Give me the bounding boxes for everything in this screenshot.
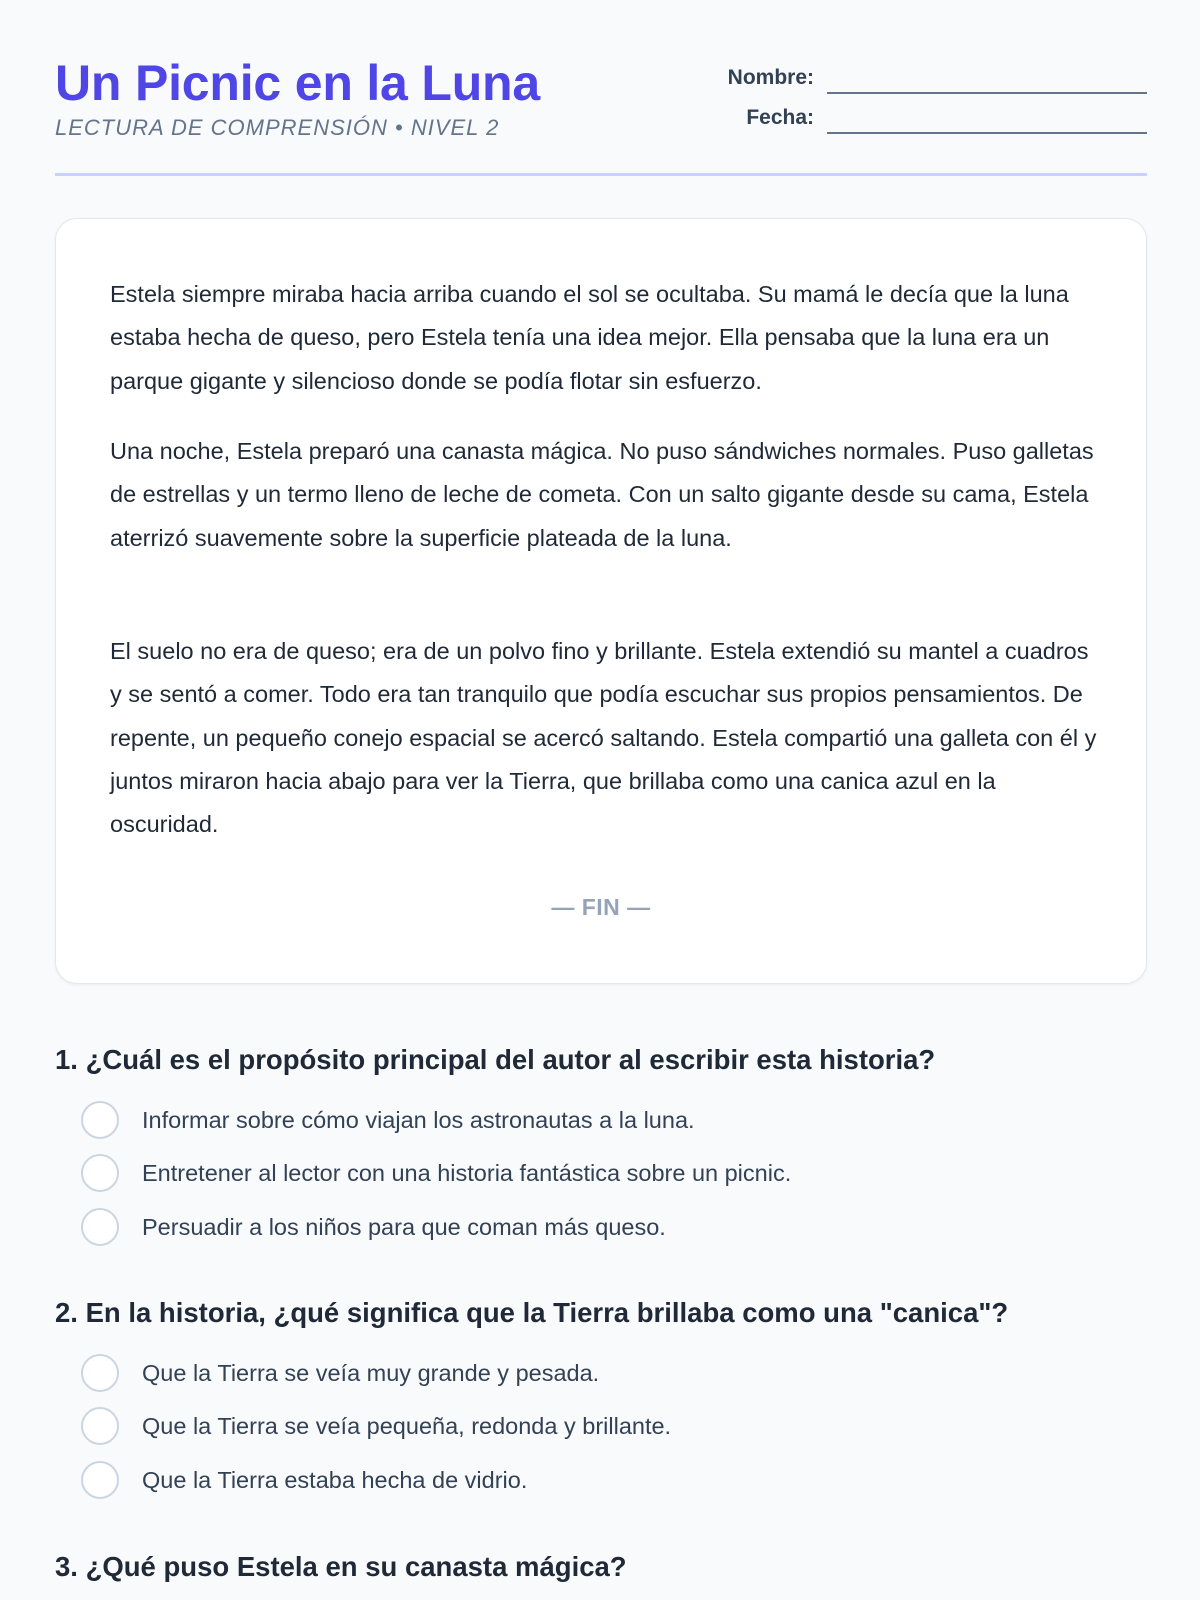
answer-option[interactable] bbox=[55, 1453, 1147, 1507]
answer-option[interactable] bbox=[55, 1346, 1147, 1400]
answer-label: Entretener al lector con una historia fantástica sobre un picnic. bbox=[142, 1160, 792, 1187]
question-text: 3. ¿Qué puso Estela en su canasta mágica? bbox=[55, 1551, 627, 1582]
question-3 bbox=[55, 1547, 1147, 1587]
question-1 bbox=[55, 1040, 1147, 1254]
story-paragraph: El suelo no era de queso; era de un polvo fino y brillante. Estela extendió su mantel a cuadros y se sentó a comer. Todo era tan tranquilo que podía escuchar sus propios pensamientos. De repente, un pequeño conejo espacial se acercó saltando. Estela compartió una galleta con él y juntos miraron hacia abajo para ver la Tierra, que brillaba como una canica azul en la oscuridad. bbox=[110, 638, 1097, 838]
answer-label: Persuadir a los niños para que coman más queso. bbox=[142, 1213, 666, 1240]
radio-button[interactable] bbox=[81, 1354, 119, 1392]
story-end-marker: — FIN — bbox=[551, 894, 651, 920]
question-2 bbox=[55, 1293, 1147, 1507]
answer-label: Que la Tierra se veía pequeña, redonda y brillante. bbox=[142, 1413, 672, 1440]
radio-button[interactable] bbox=[81, 1407, 119, 1445]
answer-option[interactable] bbox=[55, 1200, 1147, 1254]
answer-label: Informar sobre cómo viajan los astronautas a la luna. bbox=[142, 1106, 695, 1133]
page-title: Un Picnic en la Luna bbox=[55, 55, 540, 111]
radio-button[interactable] bbox=[81, 1101, 119, 1139]
date-field[interactable] bbox=[827, 102, 1147, 134]
name-field[interactable] bbox=[827, 62, 1147, 94]
question-text: 1. ¿Cuál es el propósito principal del autor al escribir esta historia? bbox=[55, 1044, 936, 1075]
name-label: Nombre: bbox=[727, 66, 814, 89]
story-card bbox=[55, 218, 1147, 984]
worksheet-header bbox=[55, 0, 1147, 176]
story-paragraph: Estela siempre miraba hacia arriba cuando el sol se ocultaba. Su mamá le decía que la luna estaba hecha de queso, pero Estela tenía una idea mejor. Ella pensaba que la luna era un parque gigante y silencioso donde se podía flotar sin esfuerzo. bbox=[110, 281, 1069, 394]
date-label: Fecha: bbox=[746, 106, 814, 129]
answer-label: Que la Tierra estaba hecha de vidrio. bbox=[142, 1466, 528, 1493]
answer-option[interactable] bbox=[55, 1400, 1147, 1454]
radio-button[interactable] bbox=[81, 1461, 119, 1499]
name-row bbox=[728, 62, 1147, 94]
radio-button[interactable] bbox=[81, 1208, 119, 1246]
answer-option[interactable] bbox=[55, 1147, 1147, 1201]
date-row bbox=[746, 102, 1147, 134]
radio-button[interactable] bbox=[81, 1154, 119, 1192]
answer-option[interactable] bbox=[55, 1093, 1147, 1147]
answer-options bbox=[55, 1346, 1147, 1507]
answer-options bbox=[55, 1093, 1147, 1254]
page-subtitle: LECTURA DE COMPRENSIÓN • NIVEL 2 bbox=[55, 115, 500, 140]
question-text: 2. En la historia, ¿qué significa que la Tierra brillaba como una "canica"? bbox=[55, 1297, 1009, 1328]
answer-label: Que la Tierra se veía muy grande y pesada. bbox=[142, 1359, 600, 1386]
story-paragraph: Una noche, Estela preparó una canasta mágica. No puso sándwiches normales. Puso galletas de estrellas y un termo lleno de leche de cometa. Con un salto gigante desde su cama, Estela aterrizó suavemente sobre la superficie plateada de la luna. bbox=[110, 438, 1094, 551]
